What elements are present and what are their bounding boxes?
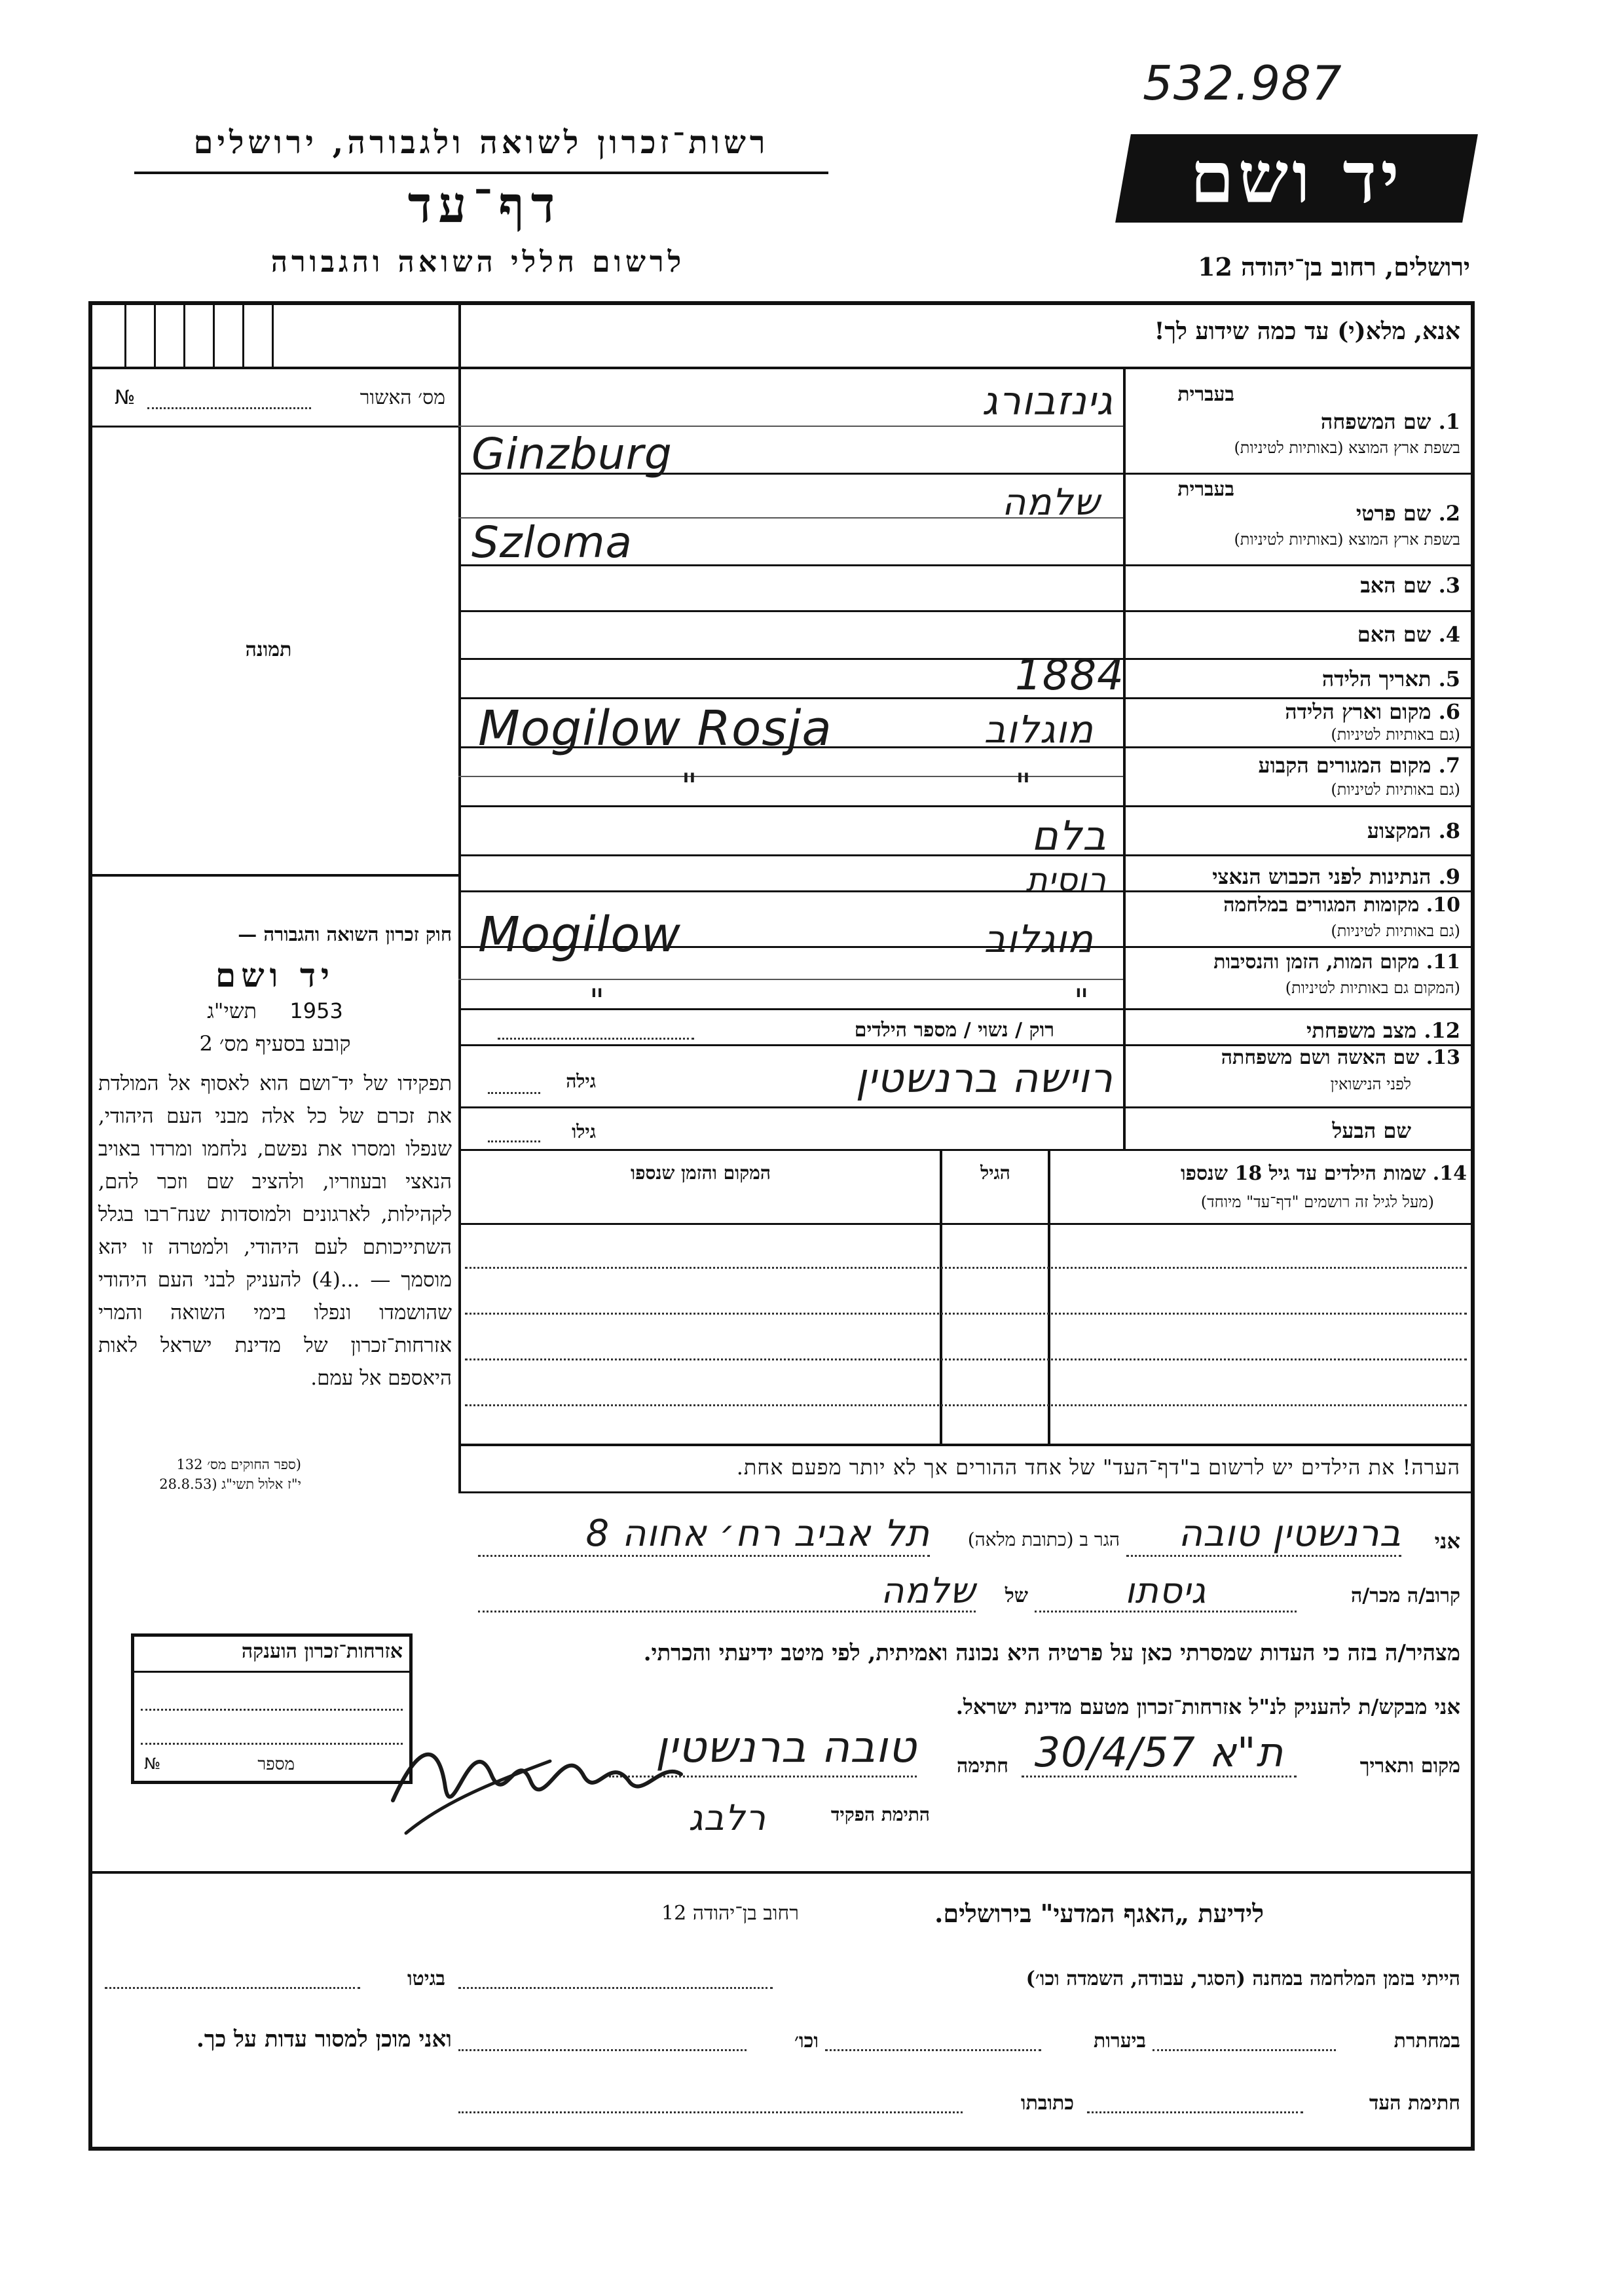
footer-line1-label: הייתי בזמן המלחמה במחנה (הסגר, עבודה, השמדה וכו׳) (1025, 1967, 1460, 1990)
declaration-text: מצהיר/ה בזה כי העדות שמסרתי כאן על פרטיה היא נכונה ואמיתית, לפי מיטב ידיעתי והכרתי. (643, 1640, 1460, 1666)
footer-address: רחוב בן־יהודה 12 (661, 1902, 799, 1925)
footer-witness-signature-field[interactable] (1087, 2111, 1303, 2113)
footer-etc-field[interactable] (458, 2049, 747, 2051)
of-label: של (1005, 1584, 1028, 1607)
husband-age-label: גילו (572, 1121, 596, 1142)
law-reference-1: (ספר החוקים מס׳ 132 (176, 1457, 301, 1472)
label-column-divider (1123, 367, 1126, 1149)
f1-sublabel: בשפת ארץ המוצא (באותיות לטיניות) (1234, 439, 1460, 457)
law-year-hebrew: תשי"ג (207, 998, 257, 1023)
photo-label: תמונה (245, 638, 292, 661)
footer-etc-label: וכו׳ (794, 2030, 819, 2052)
signature-scribble (367, 1702, 707, 1846)
place-date-line (1022, 1776, 1297, 1777)
footer-address-label: כתובתו (1020, 2092, 1074, 2115)
citizenship-line-1[interactable] (141, 1709, 403, 1711)
f14-sublabel: (מעל לגיל זה רושמים "דף־עד" מיוחד) (1200, 1193, 1434, 1211)
row-rule-3 (458, 610, 1475, 612)
children-row-2[interactable] (465, 1313, 1467, 1315)
f9-value[interactable]: רוסית (1025, 861, 1107, 899)
citizenship-box-rule (131, 1671, 413, 1673)
declarant-address[interactable]: תל אביב רח׳ אחוה 8 (585, 1512, 930, 1555)
law-title: חוק זכרון השואה והגבורה — (238, 923, 452, 945)
declarant-name-line (1126, 1555, 1401, 1557)
f7-sublabel: (גם באותיות לטיניות) (1331, 780, 1460, 799)
footer-underground-label: במחתרת (1393, 2030, 1460, 2052)
wife-age-field[interactable] (488, 1092, 540, 1094)
children-row-1[interactable] (465, 1267, 1467, 1269)
f2-hebrew-value[interactable]: שלמה (1001, 481, 1100, 524)
document-number: 532.987 (1143, 56, 1342, 111)
f8-value[interactable]: בלם (1031, 812, 1107, 860)
children-header-rule (458, 1223, 1475, 1225)
of-name-line (478, 1611, 976, 1613)
signature-label: חתימה (957, 1755, 1008, 1777)
f6-label: 6. מקום וארץ הלידה (1285, 699, 1460, 724)
form-subtitle: לרשום חללי השואה והגבורה (270, 246, 686, 279)
place-date-value[interactable]: 30/4/57 ת"א (1034, 1728, 1284, 1776)
tick-row-rule (88, 367, 460, 369)
f5-value[interactable]: 1884 (1015, 651, 1124, 700)
footer-forests-label: ביערות (1093, 2030, 1146, 2052)
form-instruction: אנא, מלא(י) עד כמה שידוע לך! (1154, 318, 1460, 345)
f10-label: 10. מקומות המגורים במלחמה (1223, 894, 1460, 917)
f2-sublabel: בשפת ארץ המוצא (באותיות לטיניות) (1234, 530, 1460, 549)
footer-camp-field[interactable] (458, 1987, 773, 1989)
signature-value[interactable]: טובה ברנשטין (655, 1722, 917, 1772)
lang-hebrew-2: בעברית (1177, 478, 1234, 501)
wife-age-label: גילה (566, 1070, 596, 1092)
official-signature[interactable]: רלבג (688, 1797, 766, 1838)
citizenship-box-title: אזרחות־זכרון הוענקה (241, 1640, 403, 1663)
f14-label: 14. שמות הילדים עד גיל 18 שנספו (1180, 1162, 1467, 1185)
resides-label: הגר ב (כתובת מלאה) (967, 1529, 1120, 1550)
f12-children-field[interactable] (498, 1038, 694, 1040)
law-reference-2: י"ז אלול תשי"ג (28.8.53 (159, 1476, 301, 1492)
footer-attention-row (92, 1899, 1460, 1931)
f10-hebrew-value[interactable]: מוגלוב (984, 917, 1094, 961)
f10-sub-rule (458, 979, 1123, 980)
f1-hebrew-value[interactable]: גינזבורג (982, 378, 1113, 424)
relation-line (1035, 1611, 1297, 1613)
f1-label: 1. שם המשפחה (1320, 409, 1460, 434)
children-col-divider-1 (1048, 1149, 1050, 1444)
footer-underground-field[interactable] (1153, 2049, 1336, 2051)
children-row-3[interactable] (465, 1358, 1467, 1360)
footer-attention: לידיעת „האגף המדעי" בירושלים. (934, 1899, 1264, 1928)
f7-ditto-2[interactable]: " (1015, 766, 1032, 807)
instruction-row-rule (458, 367, 1475, 369)
yad-vashem-logo: יד ושם (1115, 134, 1478, 223)
request-text: אני מבקש/ת להעניק לנ"ל אזרחות־זכרון מטעם מדינת ישראל. (955, 1694, 1460, 1719)
of-name[interactable]: שלמה (881, 1570, 976, 1611)
tick-boxes (92, 304, 458, 367)
citizenship-number-label: מספר (257, 1755, 295, 1774)
law-text: תפקידו של יד־ושם הוא לאסוף אל המולדת את זכרם של כל אלה מבני העם היהודי, שנפלו ומסרו את נפשם, נלחמו ומרדו באויב הנאצי ובעוזריו, ולהציב שם וזכר להם, לקהילות, לארגונים ולמוסדות שנח־רבו בגלל השתייכותם לעם היהודי, ולמטרה זו יהא מוסמך — ...(4) להעניק לבני העם היהודי שהושמדו ונפלו בימי השואה והמרי אזרחות־זכרון של מדינת ישראל לאות היאספם אל עמם. (98, 1072, 452, 1390)
footer-forests-field[interactable] (825, 2049, 1041, 2051)
husband-age-field[interactable] (488, 1140, 540, 1142)
footer-ghetto-field[interactable] (105, 1987, 360, 1989)
f9-label: 9. הנתינות לפני הכבוש הנאצי (1212, 864, 1460, 889)
f8-label: 8. המקצוע (1367, 818, 1460, 843)
law-years (164, 998, 386, 1023)
f11-label: 11. מקום המות, הזמן והנסיבות (1213, 951, 1460, 974)
note-row-bottom (458, 1491, 1475, 1493)
row-rule-13 (458, 1106, 1475, 1108)
law-clause: קובע בסעיף מס׳ 2 (199, 1031, 351, 1056)
relative-label: קרוב/ה מכר/ה (1351, 1584, 1460, 1607)
f6-sublabel: (גם באותיות לטיניות) (1331, 725, 1460, 744)
row-rule-4 (458, 658, 1475, 660)
f7-ditto-1[interactable]: " (681, 766, 698, 807)
f11-ditto-1[interactable]: " (589, 982, 605, 1020)
f13-label: 13. שם האשה ושם משפחתה (1221, 1046, 1460, 1069)
f10-sublabel: (גם באותיות לטיניות) (1331, 922, 1460, 940)
note-row-left (458, 1446, 461, 1492)
row-rule-11 (458, 1008, 1475, 1010)
children-row-4[interactable] (465, 1404, 1467, 1406)
law-logo: יד ושם (215, 956, 335, 994)
f2-label: 2. שם פרטי (1356, 501, 1460, 526)
children-col-divider-2 (940, 1149, 942, 1444)
lang-hebrew-1: בעברית (1177, 383, 1234, 406)
declarant-name[interactable]: ברנשטין טובה (1178, 1512, 1401, 1555)
law-year: 1953 (289, 998, 343, 1023)
f6-hebrew-value[interactable]: מוגלוב (984, 707, 1094, 752)
approval-row-rule (88, 426, 460, 428)
f2-latin-value[interactable]: Szloma (471, 517, 633, 568)
photo-box-bottom (88, 874, 460, 877)
approval-no-sign: № (115, 386, 136, 409)
footer-ghetto-label: בגיטו (407, 1967, 445, 1990)
citizenship-line-2[interactable] (141, 1743, 403, 1745)
approval-number-field[interactable] (147, 407, 311, 409)
footer-witness-signature-label: חתימת העד (1369, 2092, 1460, 2115)
form-title: דף־עד (407, 175, 562, 234)
footer-rule (88, 1871, 1475, 1874)
footer-address-field[interactable] (458, 2111, 963, 2113)
row-rule-7 (458, 805, 1475, 807)
f11-ditto-2[interactable]: " (1074, 982, 1090, 1020)
f5-label: 5. תאריך הלידה (1321, 666, 1460, 691)
row-rule-14 (458, 1149, 1475, 1151)
header-rule (134, 172, 828, 174)
f6-latin-value[interactable]: Mogilow Rosja (478, 701, 832, 757)
f10-latin-value[interactable]: Mogilow (478, 907, 682, 963)
f13-sublabel: לפני הנישואין (1330, 1075, 1411, 1093)
f4-label: 4. שם האם (1357, 622, 1460, 647)
f13-value[interactable]: רוישה ברנשטין (855, 1054, 1113, 1102)
husband-label: שם הבעל (1332, 1118, 1411, 1143)
declarant-i-label: אני (1434, 1529, 1460, 1554)
place-date-label: מקום ותאריך (1359, 1755, 1460, 1777)
note-text: הערה! את הילדים יש לרשום ב"דף־העד" של אחד ההורים אך לא יותר מפעם אחת. (736, 1455, 1460, 1480)
f12-options[interactable]: רוק / נשוי / מספר הילדים (854, 1019, 1054, 1042)
f7-label: 7. מקום המגורים הקבוע (1258, 753, 1460, 778)
declarant-address-line (478, 1555, 930, 1557)
f11-sublabel: (המקום גם באותיות לטיניות) (1285, 979, 1460, 997)
official-label: התימת הפקיד (830, 1804, 930, 1825)
f12-label: 12. מצב משפחתי (1306, 1018, 1460, 1043)
relation-value[interactable]: גיסתו (1124, 1570, 1207, 1611)
header-address: ירושלים, רחוב בן־יהודה 12 (1198, 252, 1470, 282)
f1-latin-value[interactable]: Ginzburg (471, 429, 673, 479)
approval-number-label: מס׳ האשור (360, 386, 445, 409)
footer-willing-text: ואני מוכן למסור עדות על כך. (196, 2026, 452, 2052)
authority-name: רשות־זכרון לשואה ולגבורה, ירושלים (193, 124, 769, 161)
citizenship-number-sign: № (144, 1755, 160, 1773)
f1-sub-rule (458, 426, 1123, 427)
children-table-bottom (458, 1444, 1475, 1446)
col-place-time-header: המקום והזמן שנספו (631, 1162, 771, 1184)
f3-label: 3. שם האב (1360, 573, 1460, 598)
col-age-header: הגיל (980, 1162, 1010, 1184)
